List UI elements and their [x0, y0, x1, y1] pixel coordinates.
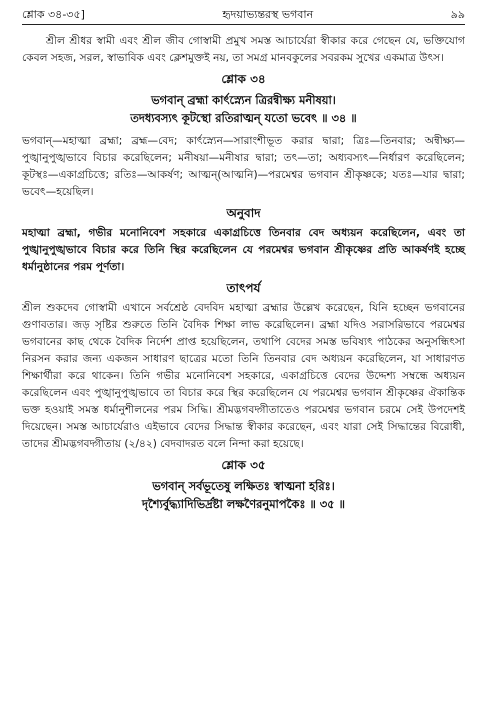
sloka-34-line-2: তদধ্যবস্যৎ কূটস্থো রতিরাত্মন্ যতো ভবেৎ ॥ ৩৪ ॥	[130, 111, 357, 125]
page-header	[22, 6, 465, 25]
sloka-34-line-1: ভগবান্ ব্রহ্মা কার্ৎস্ন্যেন ত্রিরন্বীক্ষ্য মনীষয়া।	[151, 93, 336, 107]
page-number: ৯৯	[450, 7, 465, 21]
sloka-35-line-1: ভগবান্ সর্বভূতেষু লক্ষিতঃ স্বাত্মনা হরিঃ।	[152, 479, 335, 493]
translation-paragraph: মহাত্মা ব্রহ্মা, গভীর মনোনিবেশ সহকারে একাগ্রচিত্তে তিনবার বেদ অধ্যয়ন করেছিলেন, এবং তা পুঙ্খানুপুঙ্খভাবে বিচার করে তিনি স্থির করেছিলেন যে পরমেশ্বর ভগবান শ্রীকৃষ্ণের প্রতি আকর্ষণই হচ্ছে ধর্মানুষ্ঠানের পরম পূর্ণতা।	[22, 227, 465, 273]
synonyms-paragraph: ভগবান্—মহাত্মা ব্রহ্মা; ব্রহ্ম—বেদ; কার্ৎস্ন্যেন—সারাংশীভূত করার দ্বারা; ত্রিঃ—তিনবার; অন্বীক্ষ্য—পুঙ্খানুপুঙ্খভাবে বিচার করেছিলেন; মনীষয়া—মনীষার দ্বারা; তৎ—তা; অধ্যবস্যৎ—নির্ধারণ করেছিলেন; কূটস্থঃ—একাগ্রচিত্তে; রতিঃ—আকর্ষণ; আত্মন্(আত্মনি)—পরমেশ্বর ভগবান শ্রীকৃষ্ণকে; যতঃ—যার দ্বারা; ভবেৎ—হয়েছিল।	[22, 135, 465, 198]
sloka-34-heading: শ্লোক ৩৪	[221, 72, 266, 86]
header-left: শ্লোক ৩৪-৩৫]	[22, 7, 85, 21]
translation-heading: অনুবাদ	[226, 206, 261, 220]
sloka-35-heading: শ্লোক ৩৫	[221, 458, 266, 472]
purport-paragraph: শ্রীল শুকদেব গোস্বামী এখানে সর্বশ্রেষ্ঠ বেদবিদ মহাত্মা ব্রহ্মার উল্লেখ করেছেন, যিনি হচ্ছেন ভগবানের গুণাবতার। জড় সৃষ্টির শুরুতে তিনি বৈদিক শিক্ষা লাভ করেছিলেন। ব্রহ্মা যদিও সরাসরিভাবে পরমেশ্বর ভগবানের কাছ থেকে বৈদিক নির্দেশ প্রাপ্ত হয়েছিলেন, তথাপি বেদের সমস্ত ভবিষ্যৎ পাঠকের অনুসন্ধিৎসা নিরসন করার জন্য একজন সাধারণ ছাত্রের মতো তিনি তিনবার বেদ অধ্যয়ন করেছিলেন, যা সাধারণত শিক্ষার্থীরা করে থাকেন। তিনি গভীর মনোনিবেশ সহকারে, একাগ্রচিত্তে বেদের উদ্দেশ্য সম্বন্ধে অধ্যয়ন করেছিলেন এবং পুঙ্খানুপুঙ্খভাবে তা বিচার করে স্থির করেছিলেন যে পরমেশ্বর ভগবান শ্রীকৃষ্ণের ঐকান্তিক ভক্ত হওয়াই সমস্ত ধর্মানুশীলনের পরম সিদ্ধি। শ্রীমদ্ভগবদ্গীতাতেও পরমেশ্বর ভগবান চরমে সেই উপদেশই দিয়েছেন। সমস্ত আচার্যেরাও এইভাবে বেদের সিদ্ধান্ত স্বীকার করেছেন, এবং যারা সেই সিদ্ধান্তের বিরোধী, তাদের শ্রীমদ্ভগবদ্গীতায় (২/৪২) বেদবাদরত বলে নিন্দা করা হয়েছে।	[22, 302, 465, 450]
sloka-35-line-2: দৃশ্যৈর্বুদ্ধ্যাদিভির্দ্রষ্টা লক্ষণৈরনুমাপকৈঃ ॥ ৩৫ ॥	[142, 497, 345, 511]
purport-heading: তাৎপর্য	[226, 281, 261, 295]
header-title: হৃদয়াভ্যন্তরস্থ ভগবান	[222, 7, 314, 21]
intro-paragraph: শ্রীল শ্রীধর স্বামী এবং শ্রীল জীব গোস্বামী প্রমুখ সমস্ত আচার্যেরা স্বীকার করে গেছেন যে, ভক্তিযোগ কেবল সহজ, সরল, স্বাভাবিক এবং ক্লেশমুক্তই নয়, তা সমগ্র মানবকুলের সবরকম সুখের একমাত্র উৎস।	[22, 35, 465, 64]
